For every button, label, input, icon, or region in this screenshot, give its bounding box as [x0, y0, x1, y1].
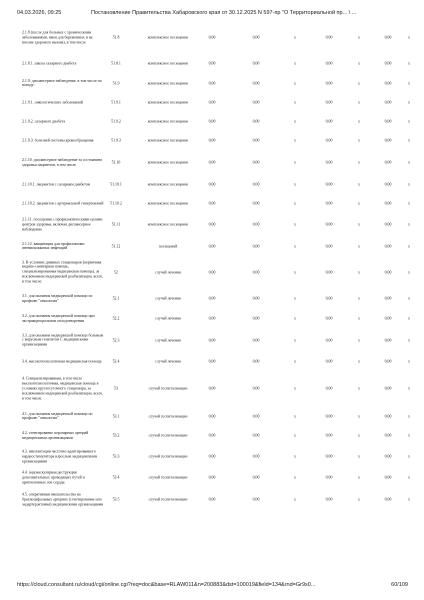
x-cell: x: [294, 81, 296, 86]
x-cell: x: [294, 222, 296, 227]
value-cell: 0,00: [384, 454, 392, 459]
row-unit: случай лечения: [155, 296, 181, 301]
value-cell: 0,00: [252, 244, 260, 249]
row-code: 53.3: [112, 454, 120, 459]
row-unit: комплексное посещение: [147, 201, 189, 206]
row-code: 53.1: [112, 414, 120, 419]
value-cell: 0,00: [325, 222, 333, 227]
value-cell: 0,00: [208, 182, 216, 187]
row-code: 51.10.2: [110, 201, 122, 206]
x-cell: x: [408, 100, 410, 105]
x-cell: x: [294, 119, 296, 124]
row-code: 53.2: [112, 433, 120, 438]
value-cell: 0,00: [325, 433, 333, 438]
value-cell: 0,00: [384, 61, 392, 66]
value-cell: 0,00: [208, 338, 216, 343]
x-cell: x: [408, 433, 410, 438]
row-unit: случай госпитализации: [148, 497, 188, 502]
row-name: 2.1.9.1. онкологических заболеваний: [22, 100, 83, 105]
row-name: 2.1.9. диспансерное наблюдение, в том числе по поводу:: [22, 78, 102, 88]
value-cell: 0,00: [252, 454, 260, 459]
table-row: [22, 175, 414, 194]
value-cell: 0,00: [252, 100, 260, 105]
row-unit: случай госпитализации: [148, 386, 188, 391]
x-cell: x: [294, 316, 296, 321]
row-name: 4.5. оперативные вмешательства на брахиоцефальных артериях (стентирование или эндартерэктомия) медицинскими организациями: [22, 492, 104, 507]
row-unit: комплексное посещение: [147, 222, 189, 227]
row-code: 51.10.1: [110, 182, 122, 187]
row-code: 51.12: [111, 244, 121, 249]
x-cell: x: [358, 270, 360, 275]
table-row: [22, 151, 414, 175]
value-cell: 0,00: [208, 61, 216, 66]
value-cell: 0,00: [325, 316, 333, 321]
x-cell: x: [408, 270, 410, 275]
value-cell: 0,00: [325, 244, 333, 249]
x-cell: x: [358, 201, 360, 206]
x-cell: x: [294, 414, 296, 419]
x-cell: x: [408, 182, 410, 187]
x-cell: x: [294, 182, 296, 187]
x-cell: x: [358, 138, 360, 143]
value-cell: 0,00: [325, 296, 333, 301]
x-cell: x: [358, 160, 360, 165]
row-name: 3. В условиях дневных стационаров (первичная медико-санитарная помощь, специализированная медицинская помощь), за исключением медицинской реабилитации, всего, в том числе:: [22, 260, 104, 284]
row-name: 2.1.8.1. школа сахарного диабета: [22, 61, 77, 66]
x-cell: x: [358, 296, 360, 301]
value-cell: 0,00: [252, 270, 260, 275]
x-cell: x: [358, 81, 360, 86]
row-code: 53.4: [112, 475, 120, 480]
x-cell: x: [358, 433, 360, 438]
value-cell: 0,00: [325, 35, 333, 40]
table-row: [22, 74, 414, 93]
row-unit: комплексное посещение: [147, 160, 189, 165]
x-cell: x: [408, 244, 410, 249]
x-cell: x: [408, 296, 410, 301]
row-code: 51.11: [111, 222, 121, 227]
table-row: [22, 194, 414, 213]
value-cell: 0,00: [384, 201, 392, 206]
value-cell: 0,00: [384, 270, 392, 275]
table-row: [22, 352, 414, 371]
table-row: [22, 309, 414, 329]
value-cell: 0,00: [208, 270, 216, 275]
value-cell: 0,00: [384, 296, 392, 301]
row-name: 2.1.10.1. пациентов с сахарным диабетом: [22, 182, 91, 187]
table-row: [22, 131, 414, 151]
value-cell: 0,00: [384, 475, 392, 480]
value-cell: 0,00: [252, 160, 260, 165]
document-title: Постановление Правительства Хабаровского края от 30.12.2025 N 597-пр "О Территориальной пр... \ ...: [91, 10, 357, 16]
row-unit: случай лечения: [155, 316, 181, 321]
value-cell: 0,00: [384, 160, 392, 165]
row-code: 51.9.1: [111, 100, 121, 105]
row-code: 51.9.3: [111, 138, 121, 143]
row-name: 2.1.12. вакцинация для профилактики пневмококковых инфекций: [22, 241, 85, 251]
x-cell: x: [294, 138, 296, 143]
value-cell: 0,00: [325, 160, 333, 165]
x-cell: x: [294, 475, 296, 480]
value-cell: 0,00: [325, 338, 333, 343]
page-header: [17, 10, 414, 20]
value-cell: 0,00: [325, 138, 333, 143]
table-row: [22, 488, 414, 512]
row-name: 4.3. имплантация частотно-адаптированного кардиостимулятора взрослым медицинскими организациями: [22, 449, 98, 464]
page-number: 60/109: [391, 582, 408, 588]
x-cell: x: [408, 475, 410, 480]
row-code: 53: [114, 386, 118, 391]
value-cell: 0,00: [208, 454, 216, 459]
row-name: 4.1. для оказания медицинской помощи по профилю "онкология": [22, 411, 93, 421]
value-cell: 0,00: [208, 244, 216, 249]
row-unit: посещений: [158, 244, 178, 249]
value-cell: 0,00: [384, 182, 392, 187]
table-row: [22, 112, 414, 131]
value-cell: 0,00: [325, 386, 333, 391]
value-cell: 0,00: [384, 338, 392, 343]
row-code: 51.9.2: [111, 119, 121, 124]
x-cell: x: [358, 414, 360, 419]
value-cell: 0,00: [384, 316, 392, 321]
table-row: [22, 93, 414, 112]
table-row: [22, 426, 414, 446]
x-cell: x: [294, 270, 296, 275]
value-cell: 0,00: [252, 81, 260, 86]
x-cell: x: [358, 100, 360, 105]
row-code: 51.10: [111, 160, 121, 165]
x-cell: x: [294, 497, 296, 502]
table-row: [22, 237, 414, 256]
value-cell: 0,00: [325, 270, 333, 275]
value-cell: 0,00: [208, 316, 216, 321]
value-cell: 0,00: [384, 100, 392, 105]
row-name: 2.1.9.3. болезней системы кровообращения: [22, 138, 94, 143]
x-cell: x: [294, 454, 296, 459]
row-unit: случай госпитализации: [148, 414, 188, 419]
x-cell: x: [408, 138, 410, 143]
row-code: 51.8: [112, 35, 120, 40]
row-name: 2.1.10.2. пациентов с артериальной гипертензией: [22, 201, 104, 206]
x-cell: x: [358, 222, 360, 227]
row-unit: комплексное посещение: [147, 35, 189, 40]
x-cell: x: [408, 359, 410, 364]
value-cell: 0,00: [208, 433, 216, 438]
row-name: 2.1.9.2. сахарного диабета: [22, 119, 66, 124]
x-cell: x: [294, 296, 296, 301]
value-cell: 0,00: [325, 414, 333, 419]
value-cell: 0,00: [384, 414, 392, 419]
table-row: [22, 54, 414, 74]
value-cell: 0,00: [384, 386, 392, 391]
row-name: 2.1.10. диспансерное наблюдение за состоянием здоровья пациентов, в том числе: [22, 158, 102, 167]
value-cell: 0,00: [252, 414, 260, 419]
value-cell: 0,00: [325, 119, 333, 124]
value-cell: 0,00: [384, 433, 392, 438]
x-cell: x: [294, 61, 296, 66]
value-cell: 0,00: [252, 433, 260, 438]
value-cell: 0,00: [325, 201, 333, 206]
x-cell: x: [408, 454, 410, 459]
x-cell: x: [358, 497, 360, 502]
x-cell: x: [358, 244, 360, 249]
document-url[interactable]: https://cloud.consultant.ru/cloud/cgi/online.cgi?req=doc&base=RLAW011&n=200883&dst=100019&field=134&rnd=Gr9s0...: [17, 582, 316, 588]
value-cell: 0,00: [384, 359, 392, 364]
value-cell: 0,00: [252, 182, 260, 187]
row-unit: комплексное посещение: [147, 100, 189, 105]
value-cell: 0,00: [384, 35, 392, 40]
x-cell: x: [408, 386, 410, 391]
value-cell: 0,00: [252, 497, 260, 502]
table-row: [22, 22, 414, 54]
x-cell: x: [358, 338, 360, 343]
row-name: 4. Специализированная, в том числе высокотехнологичная, медицинская помощь в условиях круглосуточного стационара, за исключением медицинской реабилитации, всего, в том числе:: [22, 376, 104, 401]
x-cell: x: [408, 119, 410, 124]
row-code: 52: [114, 270, 118, 275]
value-cell: 0,00: [252, 222, 260, 227]
table-row: [22, 446, 414, 468]
row-code: 52.3: [112, 338, 120, 343]
x-cell: x: [408, 222, 410, 227]
table-row: [22, 407, 414, 426]
row-unit: случай лечения: [155, 359, 181, 364]
row-name: 2.1.8 (после для больных с хроническими заболеваниями, имея для беременных и не вполне здорового вызова), в том числе: [22, 30, 93, 45]
x-cell: x: [408, 35, 410, 40]
row-name: 3.1. для оказания медицинской помощи по профилю "онкология": [22, 294, 93, 303]
value-cell: 0,00: [208, 497, 216, 502]
x-cell: x: [358, 61, 360, 66]
x-cell: x: [408, 201, 410, 206]
row-name: 3.2. для оказания медицинской помощи при экстракорпоральном оплодотворении: [22, 314, 95, 323]
x-cell: x: [294, 244, 296, 249]
value-cell: 0,00: [208, 138, 216, 143]
table-row: [22, 468, 414, 488]
value-cell: 0,00: [325, 182, 333, 187]
x-cell: x: [294, 433, 296, 438]
value-cell: 0,00: [208, 160, 216, 165]
x-cell: x: [358, 182, 360, 187]
row-name: 4.4. эндоваскулярная деструкция дополнительных проводящих путей и аритмогенных зон сердца: [22, 470, 85, 485]
row-unit: случай госпитализации: [148, 433, 188, 438]
value-cell: 0,00: [252, 316, 260, 321]
value-cell: 0,00: [208, 296, 216, 301]
x-cell: x: [358, 359, 360, 364]
value-cell: 0,00: [252, 338, 260, 343]
value-cell: 0,00: [208, 359, 216, 364]
value-cell: 0,00: [325, 100, 333, 105]
value-cell: 0,00: [252, 475, 260, 480]
x-cell: x: [408, 497, 410, 502]
value-cell: 0,00: [208, 81, 216, 86]
value-cell: 0,00: [325, 454, 333, 459]
table-row: [22, 213, 414, 237]
x-cell: x: [294, 160, 296, 165]
value-cell: 0,00: [325, 359, 333, 364]
table-row: [22, 256, 414, 289]
value-cell: 0,00: [208, 386, 216, 391]
row-unit: случай лечения: [155, 270, 181, 275]
value-cell: 0,00: [208, 100, 216, 105]
row-unit: случай лечения: [155, 338, 181, 343]
page-footer: [17, 582, 408, 592]
print-date: 04.03.2026, 09:25: [17, 10, 62, 16]
x-cell: x: [408, 160, 410, 165]
row-unit: комплексное посещение: [147, 138, 189, 143]
x-cell: x: [358, 316, 360, 321]
value-cell: 0,00: [384, 222, 392, 227]
value-cell: 0,00: [325, 61, 333, 66]
x-cell: x: [294, 35, 296, 40]
value-cell: 0,00: [252, 359, 260, 364]
row-code: 52.2: [112, 316, 120, 321]
row-code: 51.9: [112, 81, 120, 86]
indicators-table: [22, 22, 414, 512]
value-cell: 0,00: [325, 497, 333, 502]
value-cell: 0,00: [384, 119, 392, 124]
x-cell: x: [408, 414, 410, 419]
value-cell: 0,00: [325, 81, 333, 86]
row-code: 51.8.1: [111, 61, 121, 66]
x-cell: x: [408, 61, 410, 66]
row-name: 2.1.11. посещения с профилактическими целями центров здоровья, включая диспансерное наблюдение: [22, 217, 103, 232]
table-row: [22, 289, 414, 309]
value-cell: 0,00: [325, 475, 333, 480]
table-row: [22, 329, 414, 352]
value-cell: 0,00: [208, 119, 216, 124]
row-unit: случай госпитализации: [148, 454, 188, 459]
x-cell: x: [408, 81, 410, 86]
row-unit: комплексное посещение: [147, 182, 189, 187]
value-cell: 0,00: [208, 35, 216, 40]
row-unit: комплексное посещение: [147, 61, 189, 66]
value-cell: 0,00: [252, 119, 260, 124]
row-name: 4.2. стентирование коронарных артерий медицинскими организациями: [22, 431, 89, 440]
value-cell: 0,00: [208, 222, 216, 227]
x-cell: x: [358, 386, 360, 391]
value-cell: 0,00: [384, 81, 392, 86]
x-cell: x: [358, 475, 360, 480]
value-cell: 0,00: [208, 201, 216, 206]
table-row: [22, 371, 414, 407]
value-cell: 0,00: [252, 201, 260, 206]
value-cell: 0,00: [208, 475, 216, 480]
row-name: 3.3. для оказания медицинской помощи больным с вирусным гепатитом С медицинскими организациями: [22, 333, 104, 347]
row-code: 53.5: [112, 497, 120, 502]
row-unit: случай госпитализации: [148, 475, 188, 480]
value-cell: 0,00: [384, 138, 392, 143]
x-cell: x: [358, 454, 360, 459]
value-cell: 0,00: [252, 386, 260, 391]
x-cell: x: [408, 338, 410, 343]
row-unit: комплексное посещение: [147, 81, 189, 86]
row-code: 52.1: [112, 296, 120, 301]
x-cell: x: [294, 338, 296, 343]
value-cell: 0,00: [208, 414, 216, 419]
value-cell: 0,00: [252, 61, 260, 66]
x-cell: x: [294, 100, 296, 105]
value-cell: 0,00: [384, 244, 392, 249]
x-cell: x: [358, 35, 360, 40]
x-cell: x: [294, 359, 296, 364]
x-cell: x: [294, 386, 296, 391]
value-cell: 0,00: [252, 35, 260, 40]
x-cell: x: [358, 119, 360, 124]
x-cell: x: [408, 316, 410, 321]
row-name: 3.4. высокотехнологичная медицинская помощь: [22, 359, 102, 364]
value-cell: 0,00: [252, 296, 260, 301]
row-code: 52.4: [112, 359, 120, 364]
row-unit: комплексное посещение: [147, 119, 189, 124]
x-cell: x: [294, 201, 296, 206]
value-cell: 0,00: [252, 138, 260, 143]
value-cell: 0,00: [384, 497, 392, 502]
